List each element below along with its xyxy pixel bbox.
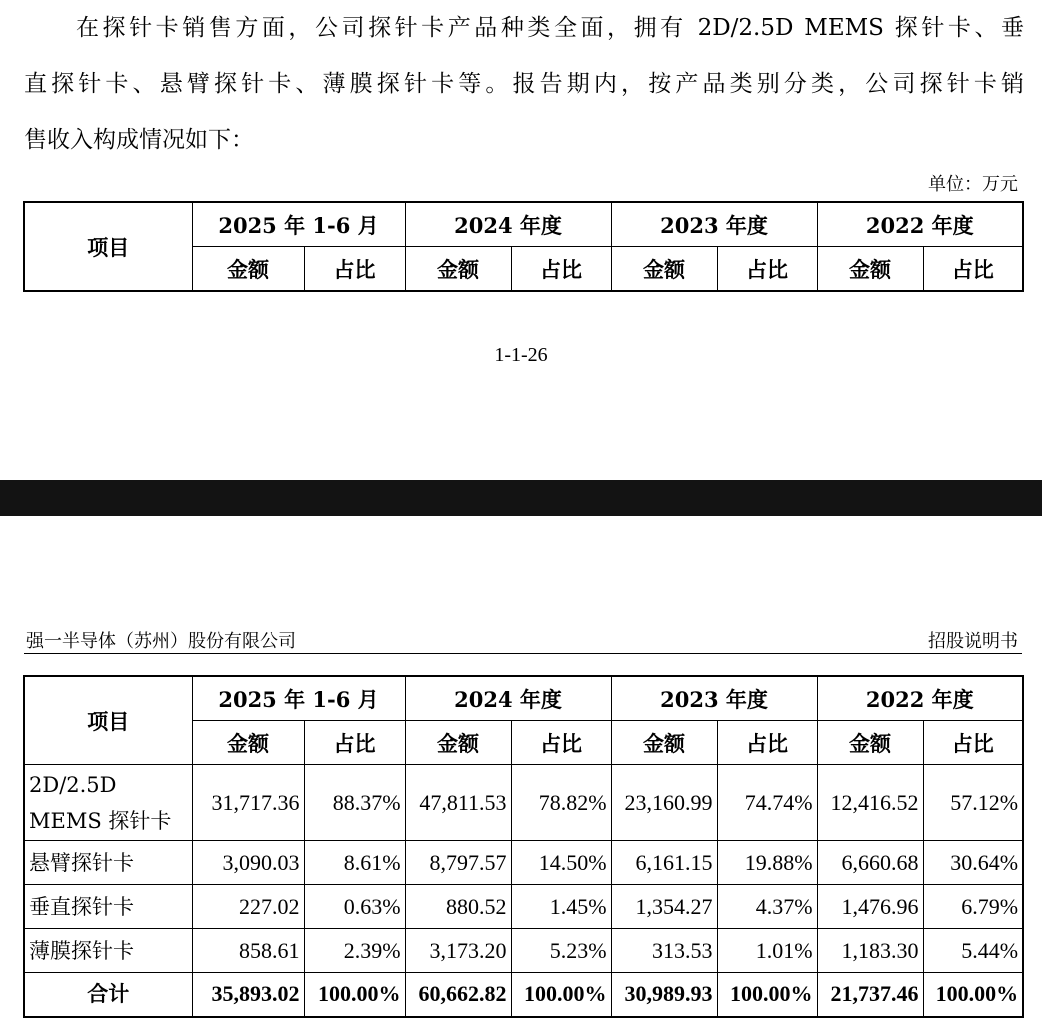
- cell-ratio: 1.45%: [511, 885, 611, 929]
- header-rule: [24, 653, 1022, 654]
- header-period: 2025 年 1-6 月: [192, 676, 405, 721]
- page-number: 1-1-26: [494, 344, 548, 366]
- cell-ratio: 57.12%: [923, 765, 1023, 841]
- header-amount: 金额: [405, 247, 511, 292]
- header-amount: 金额: [405, 721, 511, 765]
- cell-amount: 31,717.36: [192, 765, 304, 841]
- cell-amount: 21,737.46: [817, 973, 923, 1017]
- cell-ratio: 78.82%: [511, 765, 611, 841]
- header-period: 2025 年 1-6 月: [192, 202, 405, 247]
- cell-amount: 23,160.99: [611, 765, 717, 841]
- header-period: 2022 年度: [817, 202, 1023, 247]
- cell-ratio: 100.00%: [304, 973, 405, 1017]
- cell-amount: 858.61: [192, 929, 304, 973]
- table-row: [24, 765, 1023, 841]
- cell-amount: 35,893.02: [192, 973, 304, 1017]
- cell-amount: 1,183.30: [817, 929, 923, 973]
- header-ratio: 占比: [304, 247, 405, 292]
- cell-ratio: 2.39%: [304, 929, 405, 973]
- cell-ratio: 30.64%: [923, 841, 1023, 885]
- cell-ratio: 4.37%: [717, 885, 817, 929]
- header-amount: 金额: [611, 721, 717, 765]
- row-label: 悬臂探针卡: [24, 841, 192, 885]
- running-header-company: 强一半导体（苏州）股份有限公司: [26, 631, 296, 652]
- cell-amount: 6,660.68: [817, 841, 923, 885]
- cell-ratio: 14.50%: [511, 841, 611, 885]
- header-ratio: 占比: [511, 247, 611, 292]
- header-period: 2024 年度: [405, 676, 611, 721]
- cell-amount: 12,416.52: [817, 765, 923, 841]
- paragraph-line-3: 售收入构成情况如下：: [24, 127, 254, 153]
- cell-amount: 3,090.03: [192, 841, 304, 885]
- cell-ratio: 100.00%: [717, 973, 817, 1017]
- cell-amount: 6,161.15: [611, 841, 717, 885]
- table-row: [24, 929, 1023, 973]
- cell-ratio: 5.23%: [511, 929, 611, 973]
- unit-label: 单位：万元: [928, 174, 1018, 195]
- cell-amount: 1,354.27: [611, 885, 717, 929]
- cell-amount: 1,476.96: [817, 885, 923, 929]
- cell-ratio: 100.00%: [923, 973, 1023, 1017]
- header-ratio: 占比: [304, 721, 405, 765]
- cell-amount: 880.52: [405, 885, 511, 929]
- cell-amount: 47,811.53: [405, 765, 511, 841]
- header-amount: 金额: [192, 247, 304, 292]
- paragraph-line-1: 在探针卡销售方面，公司探针卡产品种类全面，拥有 2D/2.5D MEMS 探针卡、垂: [76, 15, 1024, 41]
- cell-ratio: 6.79%: [923, 885, 1023, 929]
- cell-amount: 8,797.57: [405, 841, 511, 885]
- intro-paragraph: [24, 0, 1024, 168]
- header-amount: 金额: [611, 247, 717, 292]
- cell-amount: 227.02: [192, 885, 304, 929]
- row-label: 薄膜探针卡: [24, 929, 192, 973]
- table-row: [24, 841, 1023, 885]
- table-header-page1: [23, 201, 1024, 292]
- header-period: 2022 年度: [817, 676, 1023, 721]
- row-label: 2D/2.5D MEMS 探针卡: [24, 765, 192, 841]
- header-period: 2023 年度: [611, 676, 817, 721]
- header-amount: 金额: [817, 721, 923, 765]
- row-label: 垂直探针卡: [24, 885, 192, 929]
- header-ratio: 占比: [717, 721, 817, 765]
- total-row: [24, 973, 1023, 1017]
- header-period: 2024 年度: [405, 202, 611, 247]
- cell-ratio: 19.88%: [717, 841, 817, 885]
- cell-amount: 30,989.93: [611, 973, 717, 1017]
- table-row: [24, 885, 1023, 929]
- page-separator: [0, 480, 1042, 516]
- cell-ratio: 100.00%: [511, 973, 611, 1017]
- header-ratio: 占比: [923, 247, 1023, 292]
- cell-ratio: 8.61%: [304, 841, 405, 885]
- cell-amount: 313.53: [611, 929, 717, 973]
- header-ratio: 占比: [511, 721, 611, 765]
- paragraph-line-2: 直探针卡、悬臂探针卡、薄膜探针卡等。报告期内，按产品类别分类，公司探针卡销: [24, 71, 1024, 97]
- header-period: 2023 年度: [611, 202, 817, 247]
- header-item: 项目: [24, 202, 192, 291]
- running-header-doc: 招股说明书: [928, 631, 1018, 652]
- header-item: 项目: [24, 676, 192, 765]
- header-ratio: 占比: [717, 247, 817, 292]
- revenue-table: [23, 675, 1024, 1018]
- cell-ratio: 88.37%: [304, 765, 405, 841]
- total-label: 合计: [24, 973, 192, 1017]
- cell-ratio: 0.63%: [304, 885, 405, 929]
- cell-ratio: 74.74%: [717, 765, 817, 841]
- header-ratio: 占比: [923, 721, 1023, 765]
- cell-amount: 3,173.20: [405, 929, 511, 973]
- cell-ratio: 1.01%: [717, 929, 817, 973]
- cell-ratio: 5.44%: [923, 929, 1023, 973]
- cell-amount: 60,662.82: [405, 973, 511, 1017]
- header-amount: 金额: [817, 247, 923, 292]
- header-amount: 金额: [192, 721, 304, 765]
